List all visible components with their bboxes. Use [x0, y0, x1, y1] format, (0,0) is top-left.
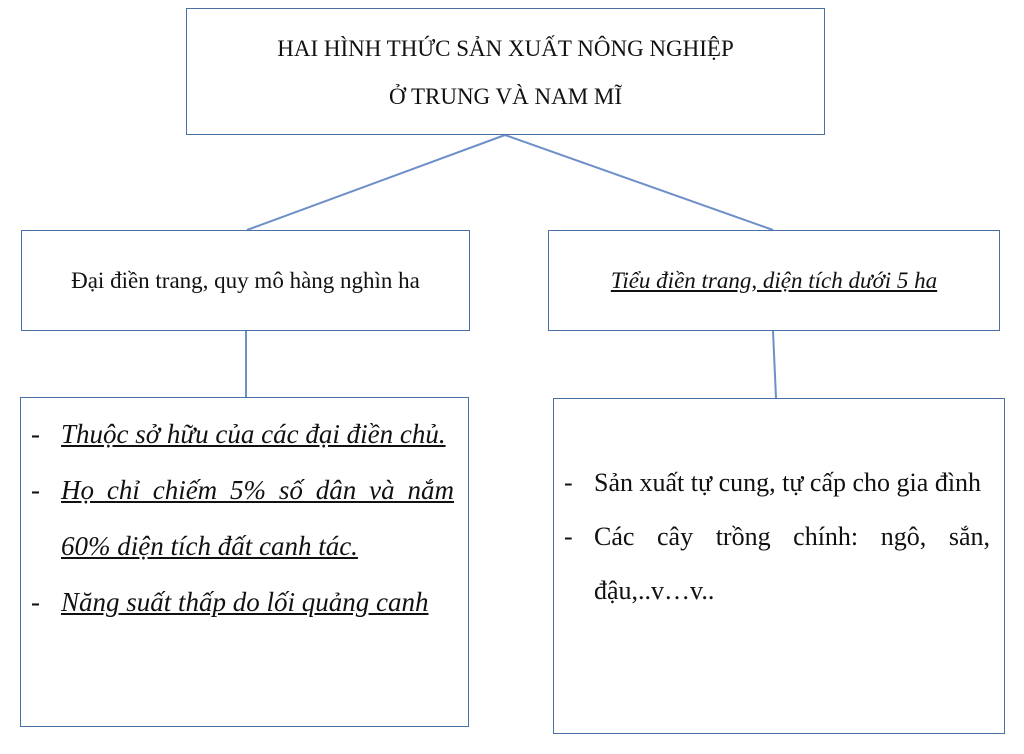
left-heading-text: Đại điền trang, quy mô hàng nghìn ha [71, 267, 420, 293]
list-item [564, 456, 990, 510]
connector-right-head-to-detail [773, 331, 776, 398]
connector-root-to-right [505, 135, 773, 230]
right-branch-heading [548, 230, 1000, 331]
left-detail-box [20, 397, 469, 727]
bullet-dash: - [564, 468, 573, 497]
right-heading-text: Tiểu điền trang, diện tích dưới 5 ha [610, 267, 938, 293]
list-item [31, 574, 454, 630]
connector-root-to-left [247, 135, 505, 230]
left-bullet-list [31, 406, 454, 630]
left-branch-heading [21, 230, 470, 331]
root-title-line-2: Ở TRUNG VÀ NAM MĨ [389, 84, 622, 109]
bullet-dash: - [31, 587, 40, 617]
list-item [564, 510, 990, 618]
bullet-dash: - [31, 475, 40, 505]
bullet-text: Các cây trồng chính: ngô, sắn, đậu,..v…v.. [594, 522, 990, 605]
bullet-text: Họ chỉ chiếm 5% số dân và nắm 60% diện tích đất canh tác. [61, 475, 454, 561]
root-node [186, 8, 825, 135]
bullet-text: Năng suất thấp do lối quảng canh [61, 587, 429, 617]
bullet-dash: - [564, 522, 573, 551]
list-item [31, 462, 454, 574]
right-detail-box [553, 398, 1005, 734]
root-title-line-1: HAI HÌNH THỨC SẢN XUẤT NÔNG NGHIỆP [277, 36, 734, 61]
list-item [31, 406, 454, 462]
right-bullet-list [564, 456, 990, 618]
bullet-text: Sản xuất tự cung, tự cấp cho gia đình [594, 468, 982, 497]
bullet-dash: - [31, 419, 40, 449]
bullet-text: Thuộc sở hữu của các đại điền chủ. [61, 419, 446, 449]
